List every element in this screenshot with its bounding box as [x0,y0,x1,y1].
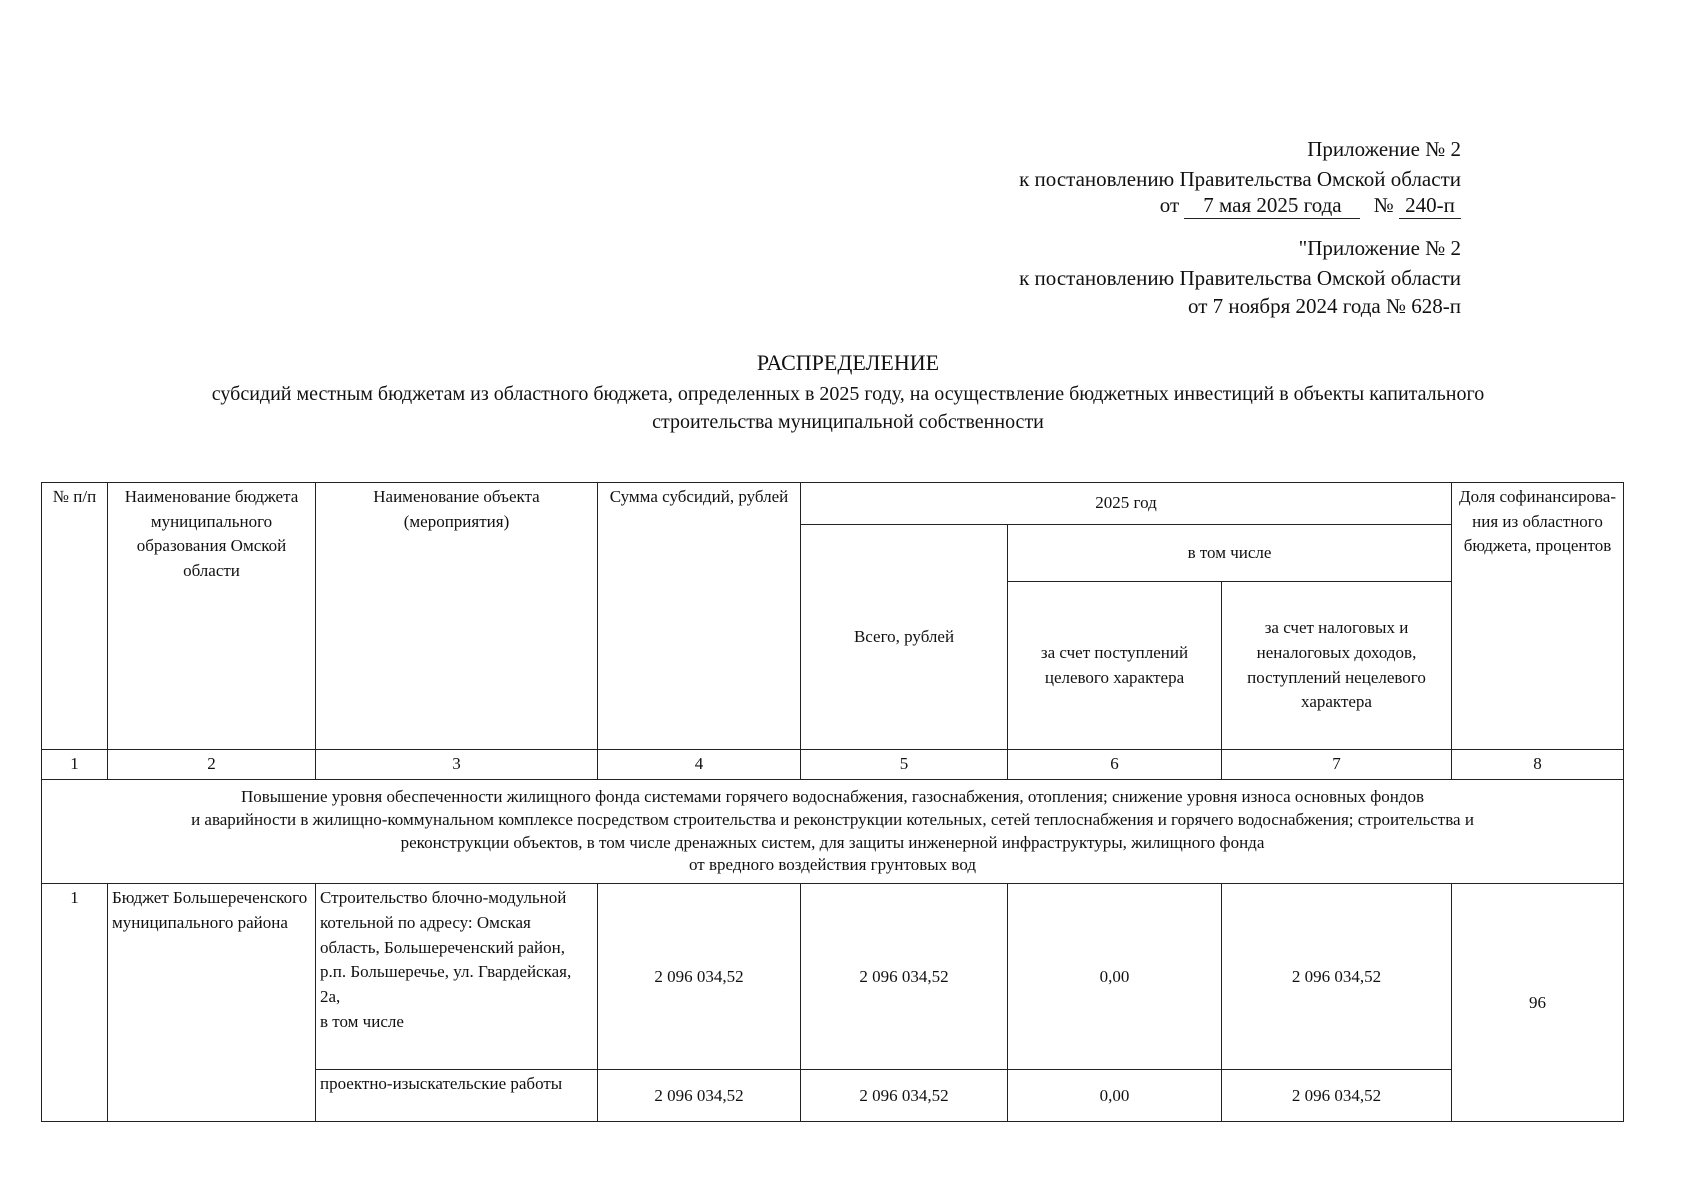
row-targeted: 0,00 [1008,884,1222,1070]
column-number: 6 [1008,750,1222,780]
column-number: 1 [42,750,108,780]
resolution-label: к постановлению Правительства Омской области [1019,167,1461,191]
column-number: 3 [316,750,598,780]
resolution-date: 7 мая 2025 года [1184,193,1360,219]
resolution-date-line [1160,193,1461,219]
header-total: Всего, рублей [801,525,1008,750]
header-year: 2025 год [801,483,1452,525]
header-targeted: за счет поступлений целевого характера [1008,582,1222,750]
subrow-targeted: 0,00 [1008,1070,1222,1122]
header-budget-name: Наименование бюджета муниципального образования Омской области [108,483,316,750]
quoted-resolution-label: к постановлению Правительства Омской области [1019,266,1461,290]
row-num: 1 [42,884,108,1122]
row-total: 2 096 034,52 [801,884,1008,1070]
subrow-total: 2 096 034,52 [801,1070,1008,1122]
subrow-object-name: проектно-изыскательские работы [316,1070,598,1122]
subrow-subsidy-sum: 2 096 034,52 [598,1070,801,1122]
row-tax: 2 096 034,52 [1222,884,1452,1070]
row-budget-name: Бюджет Большереченского муниципального района [108,884,316,1122]
header-subsidy-sum: Сумма субсидий, рублей [598,483,801,750]
section-line: Повышение уровня обеспеченности жилищного фонда системами горячего водоснабжения, газоснабжения, отопления; снижение уровня износа основных фондов [240,786,1425,806]
header-tax: за счет налоговых и неналоговых доходов, поступлений нецелевого характера [1222,582,1452,750]
document-title: РАСПРЕДЕЛЕНИЕ [756,350,940,375]
column-number: 2 [108,750,316,780]
number-prefix: № [1373,193,1394,217]
row-share: 96 [1452,884,1624,1122]
column-number: 7 [1222,750,1452,780]
row-object-text: Строительство блочно-модульной котельной по адресу: Омская область, Большереченский район, р.п. Большеречье, ул. Гвардейская, 2а, [320,888,572,1006]
header-including: в том числе [1008,525,1452,582]
appendix-label: Приложение № 2 [1307,137,1461,161]
row-object-name [316,884,598,1070]
section-line: и аварийности в жилищно-коммунальном комплексе посредством строительства и реконструкции котельных, сетей теплоснабжения и горячего водоснабжения; строительства и [191,809,1474,829]
document-subtitle-line1: субсидий местным бюджетам из областного бюджета, определенных в 2025 году, на осуществление бюджетных инвестиций в объекты капитального [211,383,1485,405]
row-subsidy-sum: 2 096 034,52 [598,884,801,1070]
column-number: 8 [1452,750,1624,780]
row-object-suffix: в том числе [320,1011,404,1031]
column-number: 5 [801,750,1008,780]
quoted-resolution-date: от 7 ноября 2024 года № 628-п [1188,294,1461,318]
date-prefix: от [1159,193,1180,217]
header-num: № п/п [42,483,108,750]
subrow-tax: 2 096 034,52 [1222,1070,1452,1122]
resolution-number: 240-п [1399,193,1461,219]
section-line: реконструкции объектов, в том числе дренажных систем, для защиты инженерной инфраструктуры, жилищного фонда [400,832,1265,852]
section-heading [42,779,1624,884]
distribution-table [41,482,1623,1122]
quoted-appendix-label: "Приложение № 2 [1298,236,1461,260]
header-object-name: Наименование объекта (мероприятия) [316,483,598,750]
section-line: от вредного воздействия грунтовых вод [689,855,976,875]
header-share: Доля софинансирова-ния из областного бюджета, процентов [1452,483,1624,750]
document-subtitle-line2: строительства муниципальной собственности [652,411,1044,433]
column-number: 4 [598,750,801,780]
